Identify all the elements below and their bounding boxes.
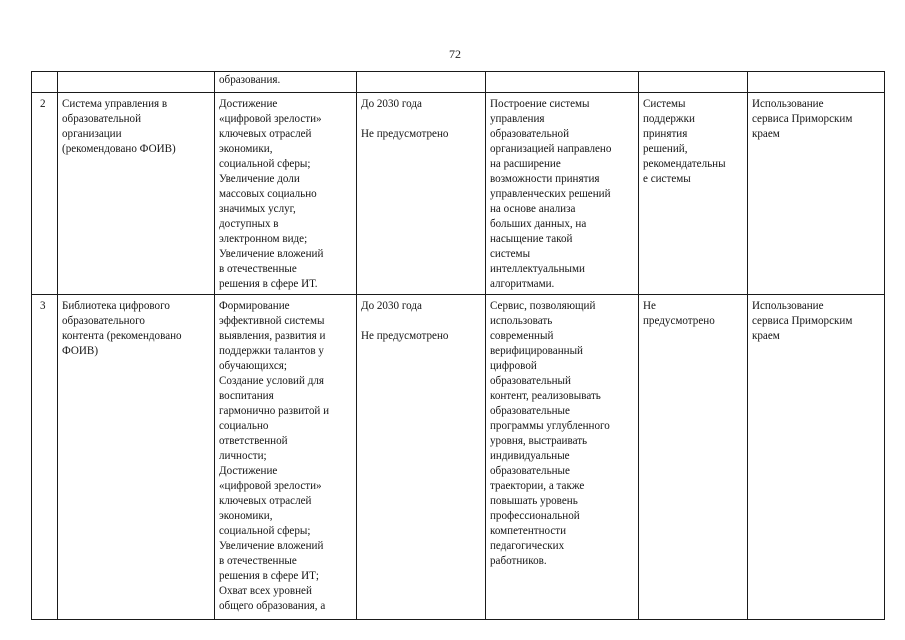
goals-line: выявления, развития и: [219, 330, 326, 342]
description-line: образовательные: [490, 465, 570, 477]
goals-line: общего образования, а: [219, 600, 326, 612]
goals-line: ключевых отраслей: [219, 495, 312, 507]
description-line: на расширение: [490, 158, 561, 170]
row-number: 2: [32, 93, 58, 295]
table-row-continuation: [32, 72, 885, 93]
systems-line: принятия: [643, 128, 688, 140]
description-line: на основе анализа: [490, 203, 576, 215]
description-line: системы: [490, 248, 531, 260]
systems-line: решений,: [643, 143, 688, 155]
goals-line: Увеличение вложений: [219, 248, 324, 260]
goals-line: воспитания: [219, 390, 274, 402]
systems-line: Системы: [643, 98, 686, 110]
measures-table: [31, 71, 885, 620]
cell-usage: [748, 93, 885, 295]
cell-description: [486, 93, 639, 295]
term-note: Не предусмотрено: [361, 330, 449, 342]
goals-line: массовых социально: [219, 188, 317, 200]
systems-line: поддержки: [643, 113, 695, 125]
row-number: 3: [32, 295, 58, 620]
description-line: верифицированный: [490, 345, 583, 357]
description-line: повышать уровень: [490, 495, 578, 507]
usage-line: Использование: [752, 98, 824, 110]
system-line: Библиотека цифрового: [62, 300, 170, 312]
description-line: педагогических: [490, 540, 565, 552]
description-line: программы углубленного: [490, 420, 610, 432]
goals-line: Увеличение доли: [219, 173, 300, 185]
goals-line: образования.: [219, 74, 281, 86]
cell-description: [486, 72, 639, 93]
cell-systems: [639, 93, 748, 295]
goals-line: решения в сфере ИТ;: [219, 570, 319, 582]
cell-term: [357, 295, 486, 620]
cell-term: [357, 72, 486, 93]
system-line: организации: [62, 128, 122, 140]
description-line: образовательные: [490, 405, 570, 417]
goals-line: в отечественные: [219, 263, 297, 275]
term-deadline: До 2030 года: [361, 300, 422, 312]
term-spacer: [361, 112, 481, 127]
description-line: организацией направлено: [490, 143, 612, 155]
description-line: образовательной: [490, 128, 570, 140]
usage-line: Использование: [752, 300, 824, 312]
goals-line: обучающихся;: [219, 360, 287, 372]
table-row: [32, 93, 885, 295]
goals-line: поддержки талантов у: [219, 345, 324, 357]
goals-line: экономики,: [219, 510, 273, 522]
description-line: управления: [490, 113, 545, 125]
description-line: больших данных, на: [490, 218, 587, 230]
cell-system: [58, 295, 215, 620]
description-line: управленческих решений: [490, 188, 611, 200]
cell-system: [58, 93, 215, 295]
description-line: алгоритмами.: [490, 278, 555, 290]
page-number: 72: [449, 47, 461, 61]
goals-line: Охват всех уровней: [219, 585, 312, 597]
usage-line: сервиса Приморским: [752, 315, 853, 327]
system-line: ФОИВ): [62, 345, 99, 357]
description-line: профессиональной: [490, 510, 580, 522]
description-line: современный: [490, 330, 554, 342]
goals-line: социальной сферы;: [219, 525, 311, 537]
goals-line: социальной сферы;: [219, 158, 311, 170]
goals-line: эффективной системы: [219, 315, 325, 327]
description-line: уровня, выстраивать: [490, 435, 588, 447]
system-line: Система управления в: [62, 98, 168, 110]
goals-line: Достижение: [219, 465, 278, 477]
description-line: работников.: [490, 555, 547, 567]
cell-system: [58, 72, 215, 93]
goals-line: Создание условий для: [219, 375, 324, 387]
systems-line: рекомендательны: [643, 158, 726, 170]
description-line: траектории, а также: [490, 480, 585, 492]
description-line: цифровой: [490, 360, 537, 372]
goals-line: «цифровой зрелости»: [219, 480, 322, 492]
goals-line: личности;: [219, 450, 267, 462]
goals-line: значимых услуг,: [219, 203, 296, 215]
description-line: Построение системы: [490, 98, 590, 110]
goals-line: ключевых отраслей: [219, 128, 312, 140]
term-spacer: [361, 314, 481, 329]
goals-line: решения в сфере ИТ.: [219, 278, 318, 290]
goals-line: Достижение: [219, 98, 278, 110]
usage-line: краем: [752, 330, 780, 342]
cell-systems: [639, 72, 748, 93]
system-line: (рекомендовано ФОИВ): [62, 143, 176, 155]
description-line: компетентности: [490, 525, 567, 537]
description-line: использовать: [490, 315, 553, 327]
cell-goals: [215, 93, 357, 295]
term-deadline: До 2030 года: [361, 98, 422, 110]
usage-line: краем: [752, 128, 780, 140]
description-line: возможности принятия: [490, 173, 600, 185]
cell-usage: [748, 295, 885, 620]
goals-line: Формирование: [219, 300, 290, 312]
systems-line: е системы: [643, 173, 691, 185]
description-line: образовательный: [490, 375, 571, 387]
goals-line: Увеличение вложений: [219, 540, 324, 552]
system-line: образовательной: [62, 113, 142, 125]
goals-line: «цифровой зрелости»: [219, 113, 322, 125]
term-note: Не предусмотрено: [361, 128, 449, 140]
cell-description: [486, 295, 639, 620]
description-line: контент, реализовывать: [490, 390, 601, 402]
description-line: Сервис, позволяющий: [490, 300, 596, 312]
cell-num: [32, 72, 58, 93]
goals-line: в отечественные: [219, 555, 297, 567]
system-line: контента (рекомендовано: [62, 330, 182, 342]
cell-systems: [639, 295, 748, 620]
goals-line: гармонично развитой и: [219, 405, 330, 417]
table-row: [32, 295, 885, 620]
systems-line: Не: [643, 300, 656, 312]
cell-goals: [215, 72, 357, 93]
usage-line: сервиса Приморским: [752, 113, 853, 125]
description-line: насыщение такой: [490, 233, 573, 245]
description-line: индивидуальные: [490, 450, 570, 462]
goals-line: социально: [219, 420, 269, 432]
goals-line: доступных в: [219, 218, 279, 230]
cell-term: [357, 93, 486, 295]
goals-line: экономики,: [219, 143, 273, 155]
description-line: интеллектуальными: [490, 263, 585, 275]
goals-line: электронном виде;: [219, 233, 308, 245]
goals-line: ответственной: [219, 435, 288, 447]
systems-line: предусмотрено: [643, 315, 715, 327]
system-line: образовательного: [62, 315, 145, 327]
cell-goals: [215, 295, 357, 620]
cell-usage: [748, 72, 885, 93]
